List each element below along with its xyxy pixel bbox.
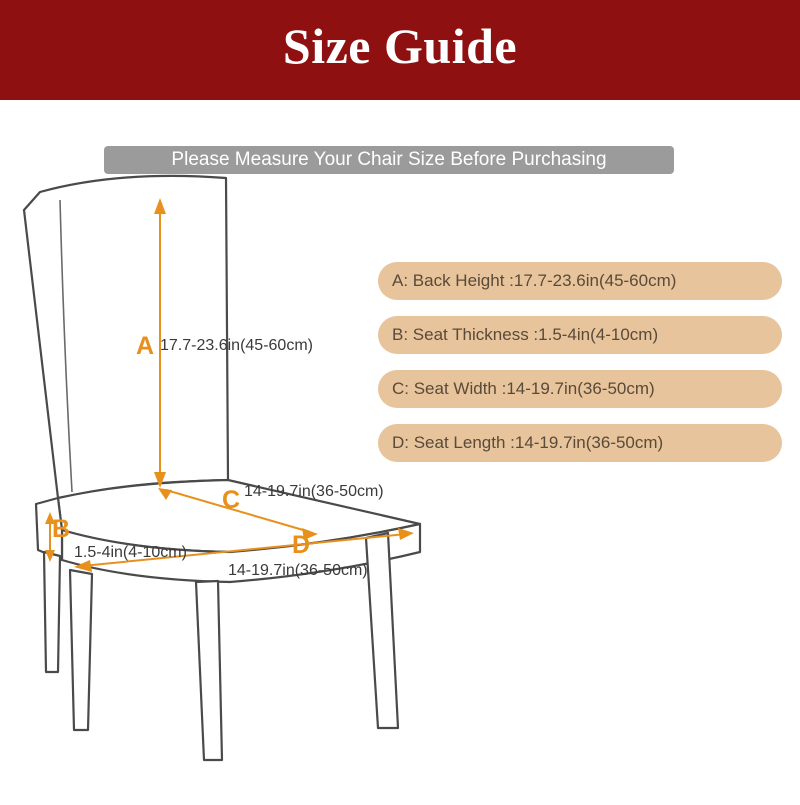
dimension-value-a: 17.7-23.6in(45-60cm) [160,337,313,354]
legend-item-d-label: D: Seat Length :14-19.7in(36-50cm) [392,433,664,452]
measurement-legend [378,262,782,478]
legend-item-a [378,262,782,300]
dimension-letter-c: C [222,486,241,514]
header-banner [0,0,800,96]
legend-item-a-label: A: Back Height :17.7-23.6in(45-60cm) [392,271,677,290]
legend-item-c-label: C: Seat Width :14-19.7in(36-50cm) [392,379,655,398]
legend-item-c [378,370,782,408]
dimension-letter-d: D [292,531,311,559]
dimension-letter-a: A [136,332,155,360]
page-title: Size Guide [282,18,518,74]
dimension-value-b: 1.5-4in(4-10cm) [74,544,187,561]
legend-item-b [378,316,782,354]
subtitle-banner: Please Measure Your Chair Size Before Purchasing [104,146,674,174]
dimension-value-c: 14-19.7in(36-50cm) [244,483,384,500]
dimension-value-d: 14-19.7in(36-50cm) [228,562,368,579]
dimension-letter-b: B [52,515,71,543]
legend-item-d [378,424,782,462]
legend-item-b-label: B: Seat Thickness :1.5-4in(4-10cm) [392,325,659,344]
